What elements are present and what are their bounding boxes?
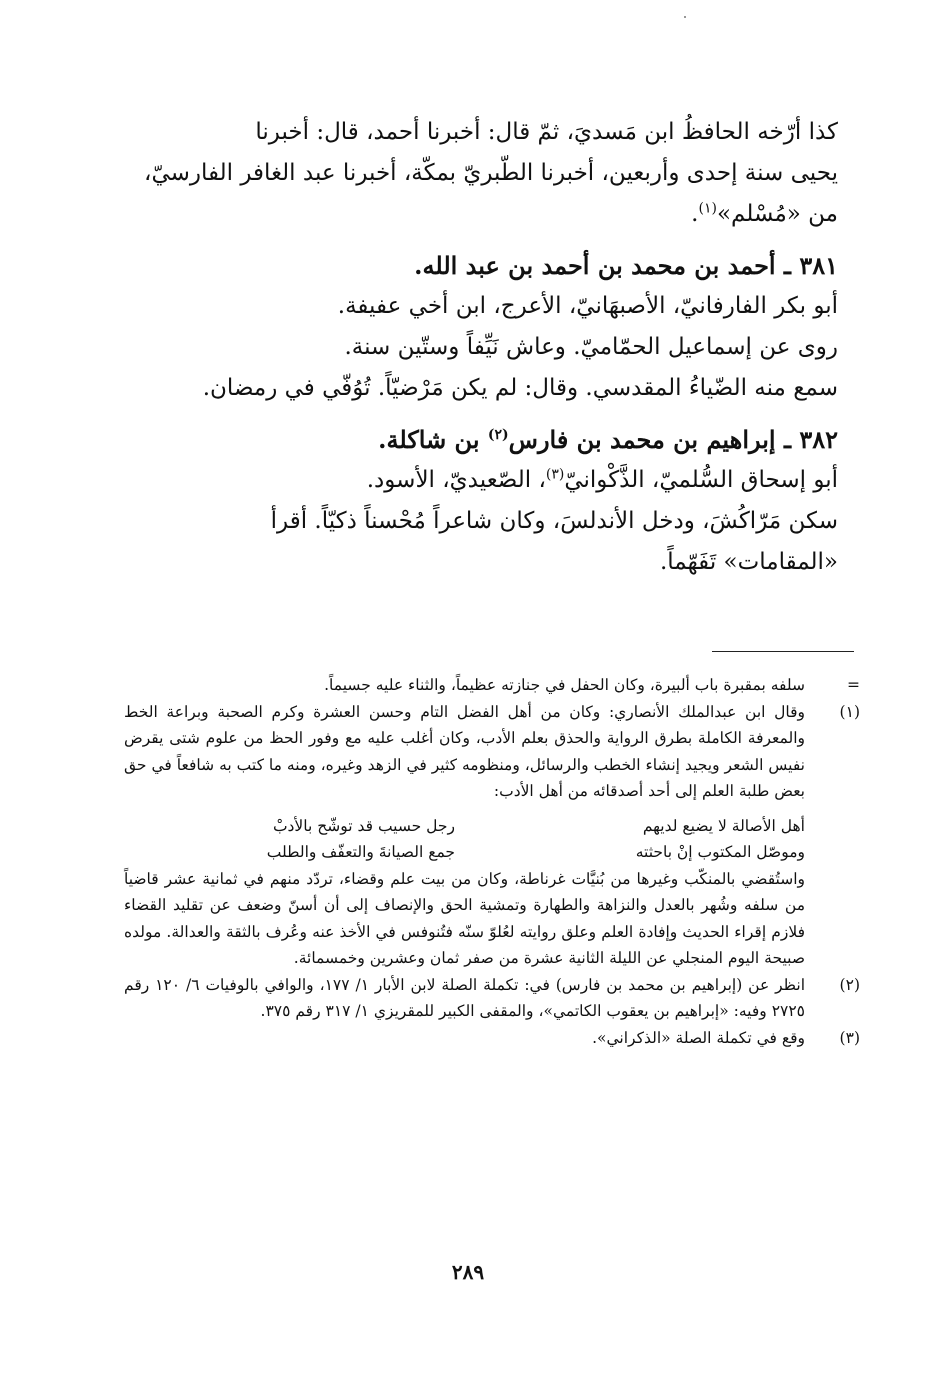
text-fragment: . <box>691 201 699 227</box>
entry-heading-382 <box>128 419 838 460</box>
text-line: سكن مَرّاكُشَ، ودخل الأندلسَ، وكان شاعراً مُحْسناً ذكيّاً. أقرأ <box>270 508 838 534</box>
hemistich: رجل حسيب قد توشّح بالأدبْ <box>272 816 455 835</box>
footnote-ref[interactable]: (٢) <box>487 427 509 443</box>
hemistich: جمع الصيانةَ والتعفّف والطلب <box>266 843 455 861</box>
text-fragment: أبو إسحاق السُّلميّ، الذَّكْوانيّ <box>564 467 838 493</box>
footnote-number: (١) <box>839 702 860 721</box>
main-text <box>128 112 838 583</box>
text-line: أبو بكر الفارفانيّ، الأصبهَانيّ، الأعرج، ابن أخي عفيفة. <box>337 293 838 319</box>
text-line: «المقامات» تَفَهّماً. <box>659 549 838 575</box>
footnote-continuation <box>124 672 860 699</box>
footnote-3 <box>124 1025 860 1052</box>
footnotes <box>124 672 860 1051</box>
text-line <box>128 460 838 501</box>
hemistich: وموصّل المكتوب إنْ باحثته <box>635 843 805 861</box>
footnote-text: واستُقضي بالمنكّب وغيرها من بُنيَّات غرناطة، وكان من بيت علم وقضاء، تردّد منهم في ثمانية عشر قاضياً من سلفه وشُهر بالعدل والنزاهة والطهارة وتمشية الحق والإنصاف إلى أن أسنّ وضعف عن تقليد القضاء فلازم إقراء الحديث وإفادة العلم وعلق روايته لعُلوّ سنّه فتُنوفس في الأخذ عنه وعُرف بالثقة والعدالة. مولده صبيحة اليوم المنجلي عن الليلة الثانية عشرة من صفر ثمان وعشرين وخمسمائة. <box>124 869 805 967</box>
page-number: ٢٨٩ <box>451 1260 485 1284</box>
heading-fragment: ٣٨٢ ـ إبراهيم بن محمد بن فارس <box>508 425 838 454</box>
footnote-number: (٢) <box>839 975 860 994</box>
hemistich: أهل الأصالة لا يضيع لديهم <box>642 816 805 835</box>
footnote-number: (٣) <box>839 1028 860 1047</box>
text-fragment: من «مُسْلم» <box>716 201 838 227</box>
text-line <box>128 194 838 235</box>
footnote-1 <box>124 699 860 805</box>
text-line: روى عن إسماعيل الحمّاميّ. وعاش نَيِّفاً وستّين سنة. <box>344 334 838 360</box>
text-line: كذا أرّخه الحافظُ ابن مَسديَ، ثمّ قال: أخبرنا أحمد، قال: أخبرنا <box>255 119 838 145</box>
footnote-text: سلفه بمقبرة باب ألبيرة، وكان الحفل في جنازته عظيماً، والثناء عليه جسيماً. <box>324 676 805 694</box>
verse <box>124 839 805 866</box>
footnote-ref[interactable]: (٣) <box>545 466 565 483</box>
poem <box>124 813 860 866</box>
text-fragment: ، الصّعيديّ، الأسود. <box>366 467 546 493</box>
footnote-text: وقال ابن عبدالملك الأنصاري: وكان من أهل الفضل التام وحسن العشرة وكرم الصحبة وبراعة الخط والمعرفة الكاملة بطرق الرواية والحذق بعلم الأدب، وكان أغلب عليه مع وفور الحظ من علوم شتى يقرض نفيس الشعر ويجيد إنشاء الخطب والرسائل، ومنظومه كثير في الزهد وغيره، ومنه ما كتب به شافعاً في حق بعض طلبة العلم إلى أحد أصدقائه من أهل الأدب: <box>124 702 805 800</box>
footnote-text: انظر عن (إبراهيم بن محمد بن فارس) في: تكملة الصلة لابن الأبار ١/ ١٧٧، والوافي بالوفيات ٦/ ١٢٠ رقم ٢٧٢٥ وفيه: «إبراهيم بن يعقوب الكاتمي»، والمقفى الكبير للمقريزي ١/ ٣١٧ رقم ٣٧٥. <box>124 975 805 1020</box>
verse <box>124 813 805 840</box>
footnote-2 <box>124 972 860 1025</box>
heading-fragment: بن شاكلة. <box>378 425 488 454</box>
continuation-mark: = <box>847 676 860 694</box>
page-speck <box>684 16 686 18</box>
footnote-1-continued <box>124 866 860 972</box>
footnote-ref[interactable]: (١) <box>698 200 717 217</box>
text-line: سمع منه الضّياءُ المقدسي. وقال: لم يكن مَرْضيّاً. تُوُفّي في رمضان. <box>202 375 838 401</box>
text-line: يحيى سنة إحدى وأربعين، أخبرنا الطّبريّ بمكّة، أخبرنا عبد الغافر الفارسيّ، <box>144 160 838 186</box>
footnote-separator <box>712 651 854 652</box>
footnote-text: وقع في تكملة الصلة «الذكراني». <box>592 1028 805 1047</box>
entry-heading-381: ٣٨١ ـ أحمد بن محمد بن أحمد بن عبد الله. <box>414 251 838 280</box>
